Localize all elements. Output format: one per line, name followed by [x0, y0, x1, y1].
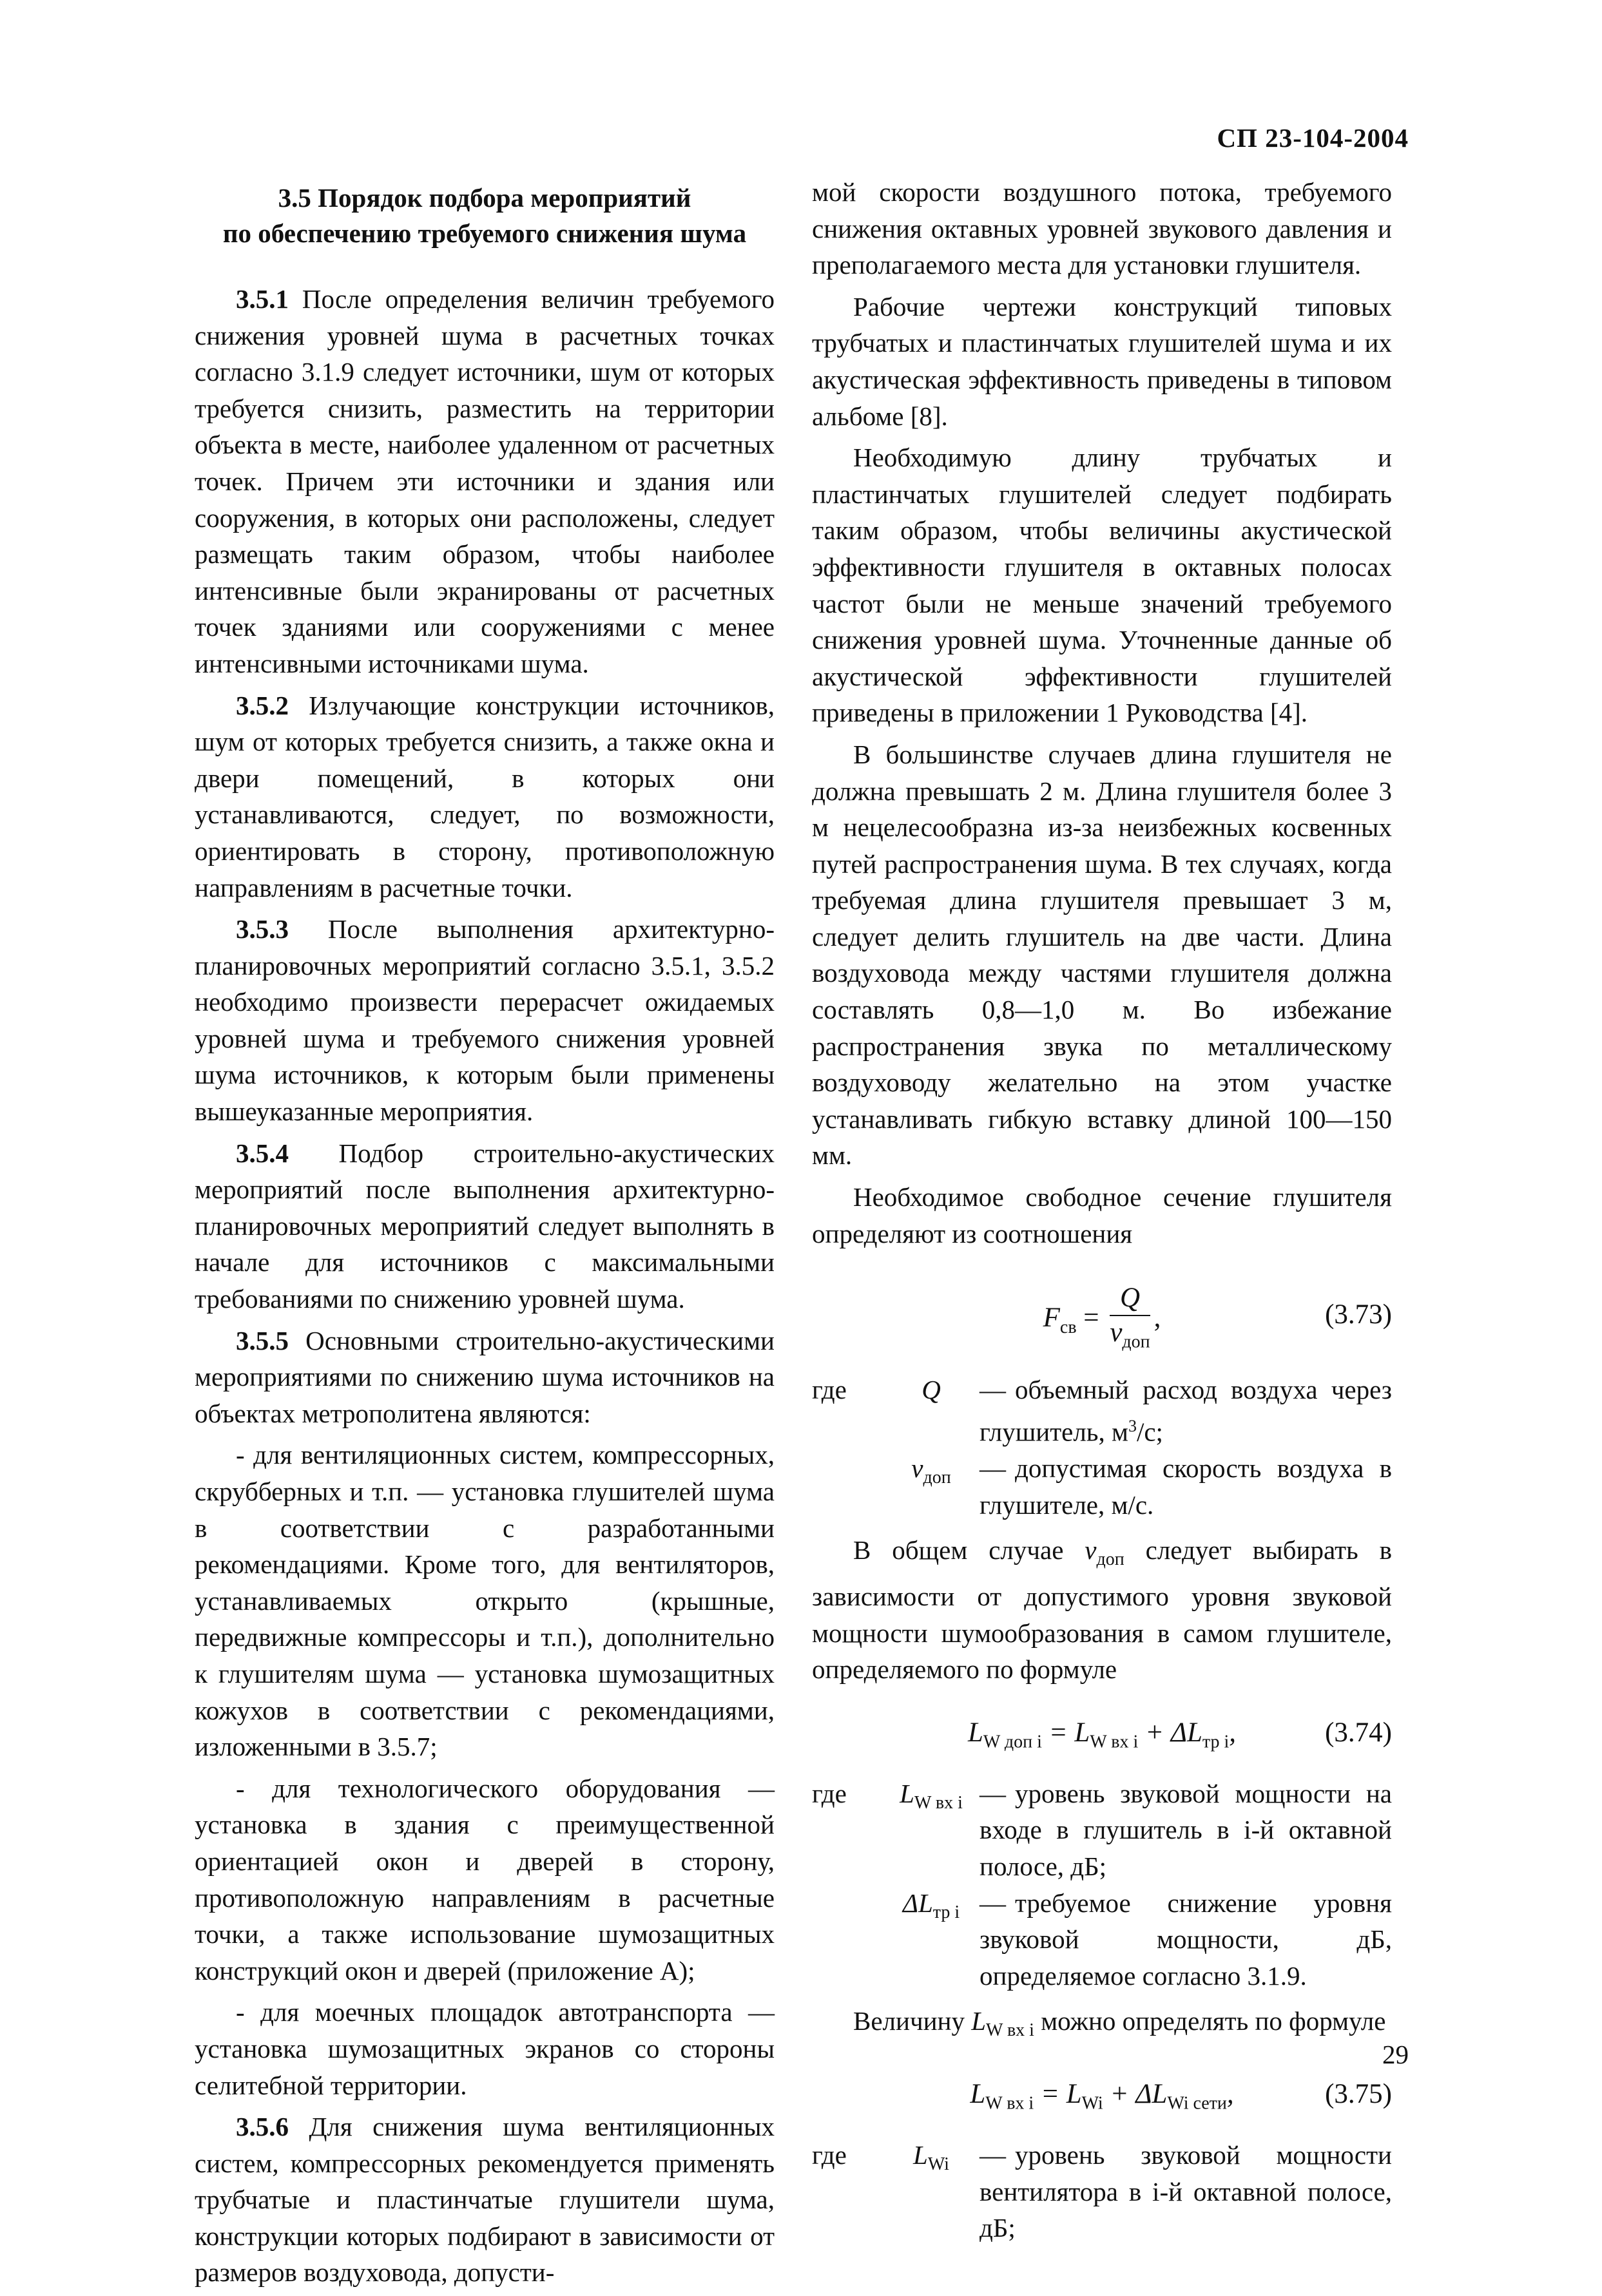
- paragraph-text: После определения величин требуемого снижения уровней шума в расчетных точках согласно 3.1.9 следует источники, шум от которых требуется снизить, разместить на территории объекта в месте, наиболее удаленном от расчетных точек. Причем эти источники и здания или сооружения, в которых они расположены, следует размещать таким образом, чтобы наиболее интенсивные были экранированы от расчетных точек зданиями или сооружениями с менее интенсивными источниками шума.: [195, 284, 775, 678]
- symbol: $v_{доп}$: [911, 1453, 951, 1488]
- paragraph: Величину $L_{W вх i}$ можно определять по формуле: [853, 2006, 1386, 2041]
- where-label: где: [812, 1778, 847, 1808]
- clause-number: 3.5.3: [236, 914, 289, 944]
- paragraph-3-5-6: [195, 2109, 775, 2291]
- left-column: [195, 174, 775, 2296]
- formula-3-73: $F_{св}$ = $\frac{Q}{v_{доп}}$ , (3.73): [812, 1275, 1392, 1352]
- paragraph: Рабочие чертежи конструкций типовых трубчатых и пластинчатых глушителей шума и их акустическая эффективность приведены в типовом альбоме [8].: [812, 291, 1392, 431]
- equation-number: (3.74): [1325, 1717, 1392, 1748]
- paragraph-3-5-5: [195, 1323, 775, 1432]
- paragraph-continuation: мой скорости воздушного потока, требуемого снижения октавных уровней звукового давления и преполагаемого места для установки глушителя.: [812, 177, 1392, 280]
- paragraph: Необходимую длину трубчатых и пластинчатых глушителей следует подбирать таким образом, чтобы величины акустической эффективности глушителя в октавных полосах частот были не меньше значений требуемого снижения уровней шума. Уточненные данные об акустической эффективности глушителей приведены в приложении 1 Руководства [4].: [812, 443, 1392, 728]
- formula-3-74: $L_{W доп i} = L_{W вх i} + \Delta L_{тр i}$, (3.74): [812, 1711, 1392, 1756]
- section-title-line-2: по обеспечению требуемого снижения шума: [222, 218, 747, 248]
- paragraph-text: Подбор строительно-акустических мероприятий после выполнения архитектурно-планировочных мероприятий следует выполнять в начале для источников с максимальными требованиями по снижению уровней шума.: [195, 1138, 775, 1314]
- symbol: $L_{Wi}$: [913, 2140, 949, 2175]
- paragraph-3-5-2: [195, 687, 775, 906]
- paragraph: В общем случае $v_{доп}$ следует выбирать в зависимости от допустимого уровня звуковой мощности шумообразования в самом глушителе, определяемого по формуле: [812, 1535, 1392, 1685]
- clause-number: 3.5.6: [236, 2112, 289, 2142]
- equation-number: (3.75): [1325, 2079, 1392, 2110]
- list-item: - для технологического оборудования — установка в здания с преимущественной ориентацией окон и дверей в сторону, противоположную направлениям в расчетные точки, а также использование шумозащитных конструкций окон и дверей (приложение А);: [195, 1773, 775, 1985]
- clause-number: 3.5.5: [236, 1325, 289, 1355]
- paragraph-text: Излучающие конструкции источников, шум от которых требуется снизить, а также окна и двери помещений, в которых они устанавливаются, следует, по возможности, ориентировать в сторону, противоположную направлениям в расчетные точки.: [195, 690, 775, 903]
- formula-3-75: $L_{W вх i} = L_{Wi} + \Delta L_{Wi сети}$, (3.75): [812, 2072, 1392, 2118]
- list-item: - для моечных площадок автотранспорта — установка шумозащитных экранов со стороны селитебной территории.: [195, 1997, 775, 2100]
- clause-number: 3.5.4: [236, 1138, 289, 1168]
- where-block: где $L_{Wi}$ — уровень звуковой мощности вентилятора в i-й октавной полосе, дБ;: [812, 2137, 1392, 2246]
- paragraph-text: После выполнения архитектурно-планировочных мероприятий согласно 3.5.1, 3.5.2 необходимо произвести перерасчет ожидаемых уровней шума и требуемого снижения уровней шума источников, к которым были применены вышеуказанные мероприятия.: [195, 914, 775, 1127]
- paragraph-3-5-4: [195, 1135, 775, 1317]
- symbol: $L_{W вх i}$: [900, 1778, 963, 1813]
- symbol: $\Delta L_{тр i}$: [902, 1888, 960, 1922]
- document-code: СП 23-104-2004: [1217, 123, 1409, 153]
- paragraph: В большинстве случаев длина глушителя не должна превышать 2 м. Длина глушителя более 3 м нецелесообразна из-за неизбежных косвенных путей распространения шума. В тех случаях, когда требуемая длина глушителя превышает 3 м, следует делить глушитель на две части. Длина воздуховода между частями глушителя должна составлять 0,8—1,0 м. Во избежание распространения звука по металлическому воздуховоду желательно на этом участке устанавливать гибкую вставку длиной 100—150 мм.: [812, 739, 1392, 1171]
- right-column: [812, 174, 1392, 2255]
- list-item: - для вентиляционных систем, компрессорных, скрубберных и т.п. — установка глушителей шума в соответствии с разработанными рекомендациями. Кроме того, для вентиляторов, устанавливаемых открыто (крышные, передвижные компрессоры и т.п.), дополнительно к глушителям шума — установка шумозащитных кожухов в соответствии с рекомендациями, изложенными в 3.5.7;: [195, 1440, 775, 1762]
- paragraph-text: Основными строительно-акустическими мероприятиями по снижению шума источников на объектах метрополитена являются:: [195, 1325, 775, 1428]
- page-number: 29: [1382, 2040, 1409, 2069]
- paragraph-3-5-1: [195, 281, 775, 682]
- clause-number: 3.5.1: [236, 284, 289, 314]
- clause-number: 3.5.2: [236, 690, 289, 720]
- equation-number: (3.73): [1325, 1299, 1392, 1330]
- where-block: где Q — объемный расход воздуха через глушитель, $м^3/с$; $v_{доп}$ — допустимая скорость воздуха в глушителе, м/с.: [812, 1372, 1392, 1523]
- fraction: $\frac{Q}{v_{доп}}$: [1110, 1283, 1150, 1352]
- where-block: где $L_{W вх i}$ — уровень звуковой мощности на входе в глушитель в i-й октавной полосе, дБ; $\Delta L_{тр i}$ — требуемое снижение уровня звуковой мощности, дБ, определяемое согласно 3.1.9.: [812, 1775, 1392, 1995]
- paragraph-text: Для снижения шума вентиляционных систем, компрессорных рекомендуется применять трубчатые и пластинчатые глушители шума, конструкции которых подбирают в зависимости от размеров воздуховода, допусти-: [195, 2112, 775, 2288]
- symbol: Q: [922, 1375, 941, 1405]
- section-title: [195, 180, 775, 251]
- paragraph: Необходимое свободное сечение глушителя определяют из соотношения: [812, 1182, 1392, 1248]
- paragraph-3-5-3: [195, 911, 775, 1130]
- section-title-line-1: 3.5 Порядок подбора мероприятий: [278, 183, 691, 213]
- where-label: где: [812, 1375, 847, 1405]
- where-label: где: [812, 2140, 847, 2170]
